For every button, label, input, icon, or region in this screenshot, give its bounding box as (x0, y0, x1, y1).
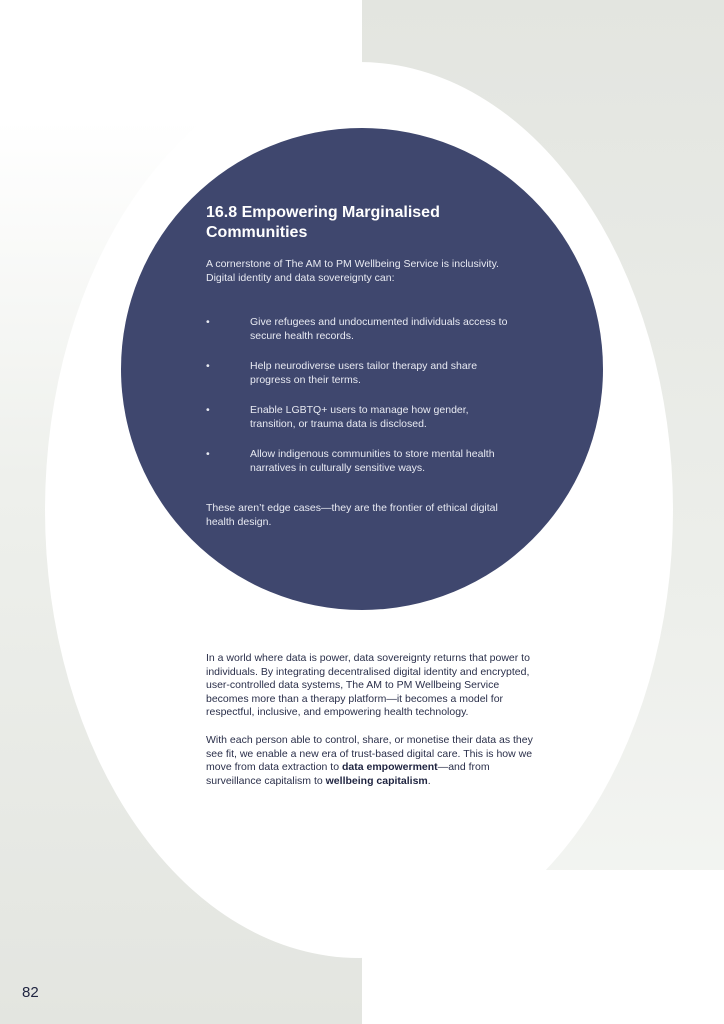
emphasis-wellbeing-capitalism: wellbeing capitalism (325, 774, 428, 787)
emphasis-data-empowerment: data empowerment (341, 761, 438, 774)
list-item (206, 447, 510, 475)
page-number: 82 (22, 984, 39, 1001)
bullet-text: Enable LGBTQ+ users to manage how gender, transition, or trauma data is disclosed. (250, 404, 469, 430)
section-callout (206, 203, 526, 529)
list-item (206, 403, 510, 431)
body-paragraph-1: In a world where data is power, data sovereignty returns that power to individuals. By integrating decentralised digital identity and encrypted, user-controlled data systems, The AM to PM Wellbeing Service becomes more than a therapy platform—it becomes a model for respectful, inclusive, and empowering health technology. (206, 652, 530, 719)
body-text (206, 652, 538, 802)
bullet-list (206, 315, 526, 475)
bullet-icon: • (206, 448, 210, 460)
bullet-text: Allow indigenous communities to store mental health narratives in culturally sensitive ways. (250, 448, 495, 474)
bullet-icon: • (206, 404, 210, 416)
bullet-text: Give refugees and undocumented individuals access to secure health records. (250, 316, 508, 342)
section-intro: A cornerstone of The AM to PM Wellbeing Service is inclusivity. Digital identity and data sovereignty can: (206, 258, 499, 284)
body-paragraph-2 (206, 734, 538, 788)
paragraph-text: With each person able to control, share, or monetise their data as they see fit, we enable a new era of trust-based digital care. This is how we move from data extraction to (206, 733, 533, 774)
bullet-icon: • (206, 360, 210, 372)
list-item (206, 315, 510, 343)
bullet-text: Help neurodiverse users tailor therapy and share progress on their terms. (250, 360, 478, 386)
section-closing: These aren’t edge cases—they are the frontier of ethical digital health design. (206, 502, 498, 528)
section-heading: 16.8 Empowering Marginalised Communities (206, 204, 440, 241)
list-item (206, 359, 510, 387)
paragraph-text: . (427, 774, 431, 787)
bullet-icon: • (206, 316, 210, 328)
paragraph-text: —and from surveillance capitalism to (206, 761, 490, 787)
